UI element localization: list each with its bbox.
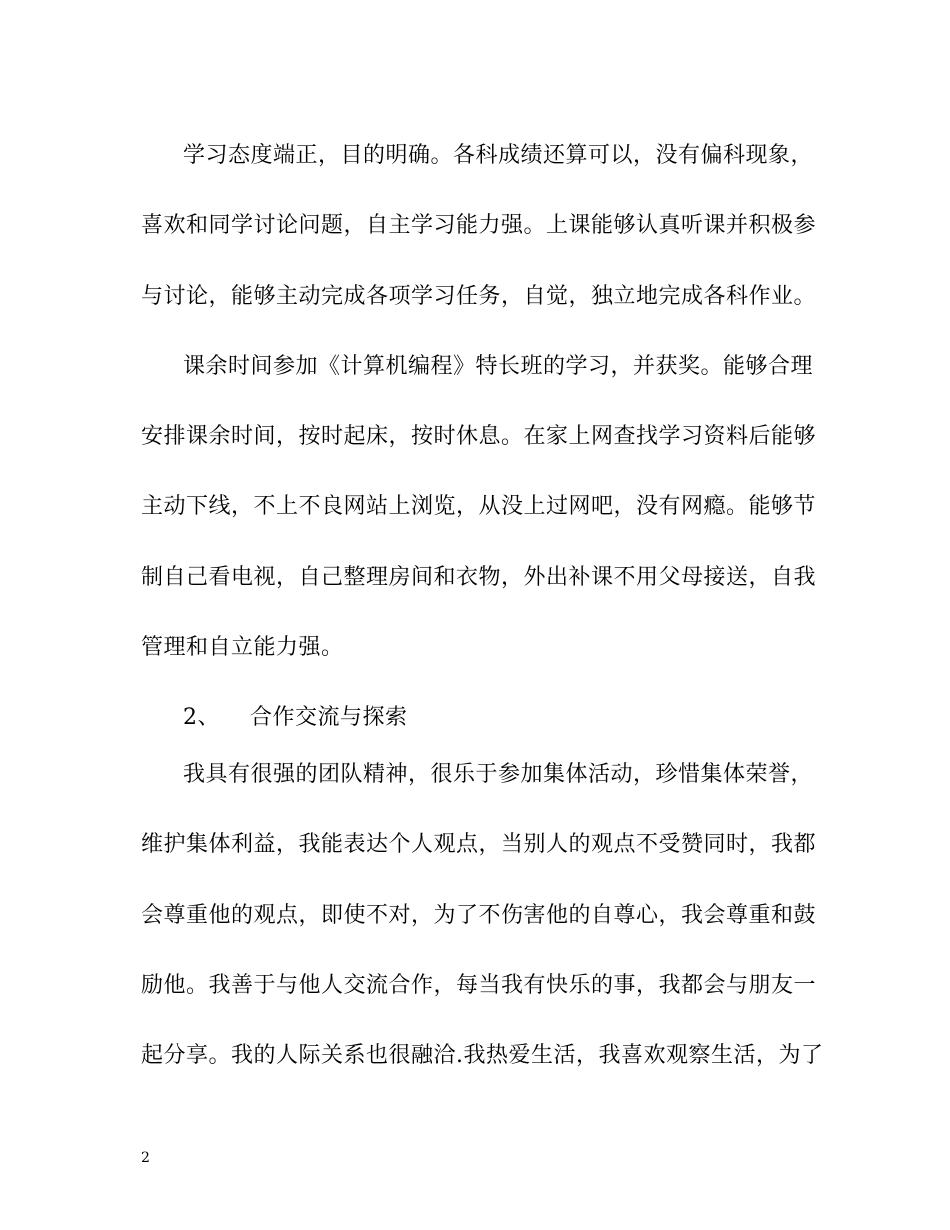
text-line: 与讨论，能够主动完成各项学习任务，自觉，独立地完成各科作业。 — [141, 284, 817, 309]
text-line: 学习态度端正，目的明确。各科成绩还算可以，没有偏科现象， — [183, 143, 814, 168]
text-line: 管理和自立能力强。 — [141, 635, 344, 660]
page-number: 2 — [141, 1150, 150, 1166]
section-number: 2、 — [183, 705, 220, 730]
text-line: 喜欢和同学讨论问题，自主学习能力强。上课能够认真听课并积极参 — [141, 213, 817, 238]
section-title: 合作交流与探索 — [250, 705, 408, 730]
section-heading — [183, 703, 408, 733]
text-line: 励他。我善于与他人交流合作，每当我有快乐的事，我都会与朋友一 — [141, 973, 817, 998]
text-line: 主动下线，不上不良网站上浏览，从没上过网吧，没有网瘾。能够节 — [141, 494, 817, 519]
text-line: 课余时间参加《计算机编程》特长班的学习，并获奖。能够合理 — [183, 354, 814, 379]
text-line: 起分享。我的人际关系也很融洽.我热爱生活，我喜欢观察生活，为了 — [141, 1043, 824, 1068]
text-line: 安排课余时间，按时起床，按时休息。在家上网查找学习资料后能够 — [141, 424, 817, 449]
text-line: 制自己看电视，自己整理房间和衣物，外出补课不用父母接送，自我 — [141, 565, 817, 590]
text-line: 会尊重他的观点，即使不对，为了不伤害他的自尊心，我会尊重和鼓 — [141, 903, 817, 928]
text-line: 维护集体利益，我能表达个人观点，当别人的观点不受赞同时，我都 — [141, 832, 817, 857]
text-line: 我具有很强的团队精神，很乐于参加集体活动，珍惜集体荣誉， — [183, 762, 814, 787]
